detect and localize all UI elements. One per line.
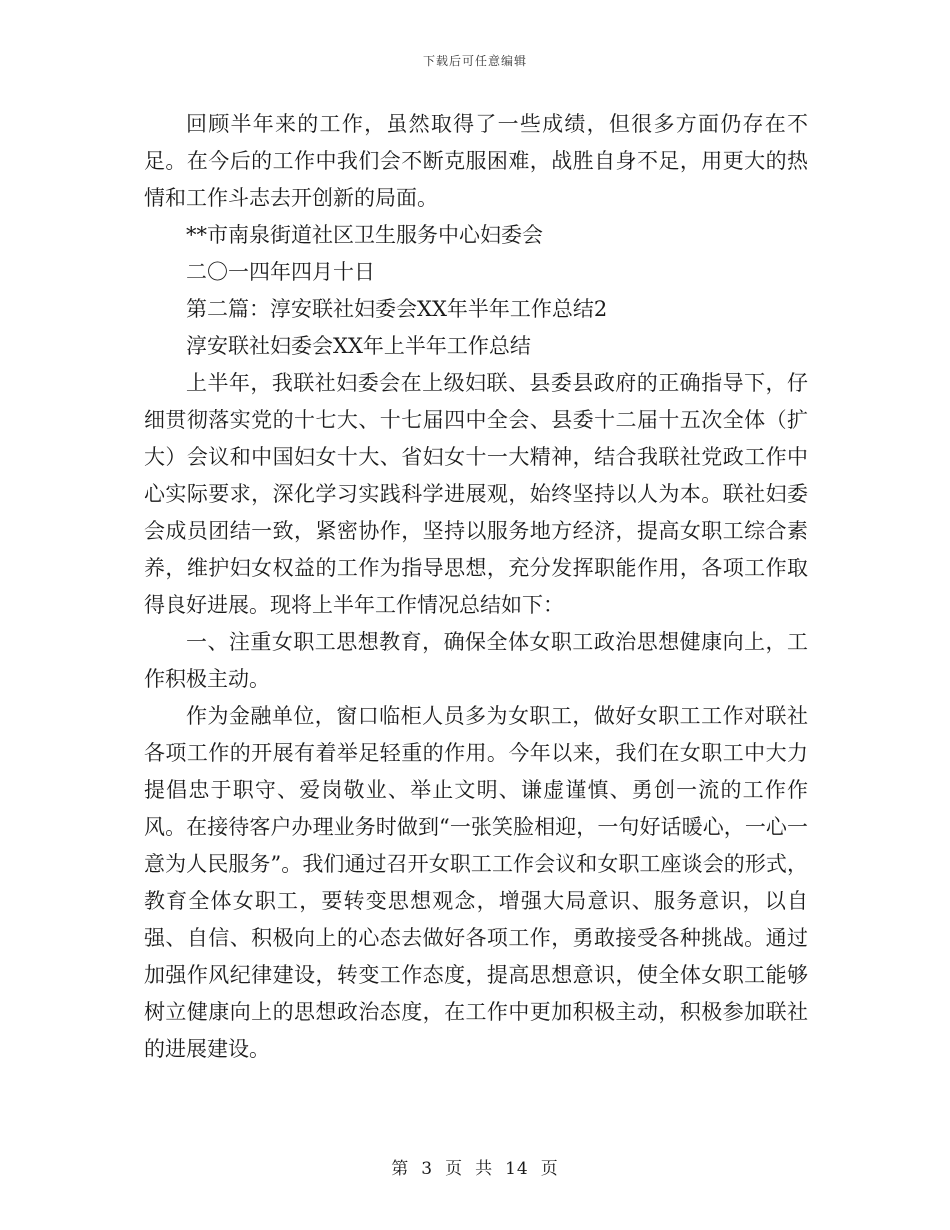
- footer-gong: 共: [475, 1159, 494, 1179]
- document-title: 淳安联社妇委会XX年上半年工作总结: [186, 334, 531, 358]
- page-footer: [0, 1154, 950, 1179]
- document-body: [144, 106, 808, 1068]
- paragraph-signature-org: **市南泉街道社区卫生服务中心妇委会: [186, 223, 543, 247]
- paragraph-intro: 上半年，我联社妇委会在上级妇联、县委县政府的正确指导下，仔细贯彻落实党的十七大、十七届四中全会、县委十二届十五次全体（扩大）会议和中国妇女十大、省妇女十一大精神，结合我联社党政工作中心实际要求，深化学习实践科学进展观，始终坚持以人为本。联社妇委会成员团结一致，紧密协作，坚持以服务地方经济，提高女职工综合素养，维护妇女权益的工作为指导思想，充分发挥职能作用，各项工作取得良好进展。现将上半年工作情况总结如下：: [144, 371, 808, 617]
- page-header: 下载后可任意编辑: [422, 54, 527, 68]
- section-heading: 第二篇：淳安联社妇委会XX年半年工作总结2: [186, 297, 608, 321]
- footer-ye2: 页: [540, 1159, 559, 1179]
- page-number: 3: [421, 1159, 434, 1179]
- footer-ye: 页: [445, 1159, 464, 1179]
- subheading-one: 一、注重女职工思想教育，确保全体女职工政治思想健康向上，工作积极主动。: [144, 630, 808, 691]
- paragraph-date: 二〇一四年四月十日: [186, 260, 375, 284]
- footer-di: 第: [391, 1159, 410, 1179]
- total-pages: 14: [505, 1159, 529, 1179]
- paragraph-review: 回顾半年来的工作，虽然取得了一些成绩，但很多方面仍存在不足。在今后的工作中我们会不断克服困难，战胜自身不足，用更大的热情和工作斗志去开创新的局面。: [144, 112, 808, 210]
- paragraph-details: 作为金融单位，窗口临柜人员多为女职工，做好女职工工作对联社各项工作的开展有着举足轻重的作用。今年以来，我们在女职工中大力提倡忠于职守、爱岗敬业、举止文明、谦虚谨慎、勇创一流的工作作风。在接待客户办理业务时做到“一张笑脸相迎，一句好话暖心，一心一意为人民服务”。我们通过召开女职工工作会议和女职工座谈会的形式，教育全体女职工，要转变思想观念，增强大局意识、服务意识，以自强、自信、积极向上的心态去做好各项工作，勇敢接受各种挑战。通过加强作风纪律建设，转变工作态度，提高思想意识，使全体女职工能够树立健康向上的思想政治态度，在工作中更加积极主动，积极参加联社的进展建设。: [144, 704, 808, 1061]
